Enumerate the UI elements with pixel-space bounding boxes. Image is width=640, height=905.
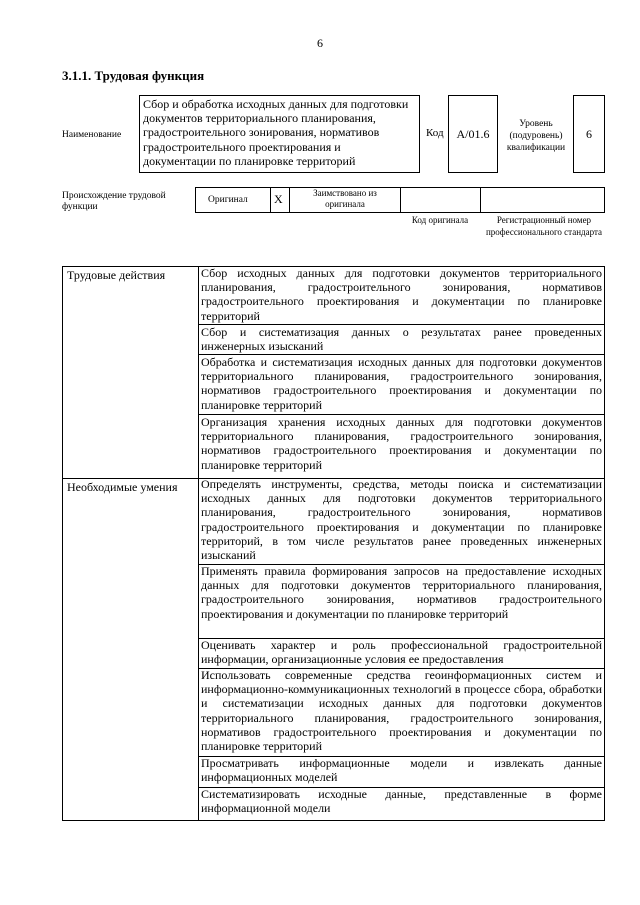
labor-action-item: Сбор и систематизация данных о результатах ранее проведенных инженерных изысканий xyxy=(201,325,602,354)
level-value: 6 xyxy=(586,126,592,141)
code-value-box xyxy=(448,95,498,173)
origin-divider-4 xyxy=(480,187,481,213)
skill-item: Просматривать информационные модели и извлекать данные информационных моделей xyxy=(201,756,602,785)
labor-action-item: Сбор исходных данных для подготовки документов территориального планирования, градостроительного зонирования, нормативов градостроительного проектирования и документации по планировке территорий xyxy=(201,266,602,323)
skill-item: Систематизировать исходные данные, представленные в форме информационной модели xyxy=(201,787,602,816)
original-label: Оригинал xyxy=(208,195,248,205)
origin-divider-3 xyxy=(400,187,401,213)
origin-divider-1 xyxy=(270,187,271,213)
section-title-required-skills: Необходимые умения xyxy=(67,480,178,494)
borrowed-label: Заимствовано из оригинала xyxy=(313,188,377,209)
origin-divider-2 xyxy=(289,187,290,213)
section-title-labor-actions: Трудовые действия xyxy=(67,268,166,282)
code-original-label: Код оригинала xyxy=(411,215,469,225)
level-value-box xyxy=(573,95,605,173)
labor-action-item: Организация хранения исходных данных для подготовки документов территориального планирования, градостроительного зонирования, нормативов градостроительного проектирования и документации по планировке территорий xyxy=(201,415,602,472)
skill-item: Использовать современные средства геоинформационных систем и информационно-коммуникационных технологий в процессе сбора, обработки и систематизации исходных данных для подготовки документов территориального планирования, градостроительного зонирования, нормативов градостроительного проектирования и документации по планировке территорий xyxy=(201,668,602,754)
reg-number-label: Регистрационный номер профессионального стандарта xyxy=(485,215,603,237)
name-value: Сбор и обработка исходных данных для подготовки документов территориального планирования, градостроительного зонирования, нормативов градостроительного проектирования и документации по планировке территорий xyxy=(139,95,420,173)
original-mark: X xyxy=(274,192,283,206)
level-label: Уровень (подуровень) квалификации xyxy=(506,119,566,153)
section-title: 3.1.1. Трудовая функция xyxy=(62,68,205,83)
labor-action-item: Обработка и систематизация исходных данных для подготовки документов территориального планирования, градостроительного зонирования, нормативов градостроительного проектирования и документации по планировке территорий xyxy=(201,355,602,412)
name-label: Наименование xyxy=(62,130,122,140)
page-number: 6 xyxy=(317,36,323,50)
skill-item: Применять правила формирования запросов на предоставление исходных данных для подготовки документов территориального планирования, градостроительного зонирования, нормативов градостроительного проектирования и документации по планировке территорий xyxy=(201,564,602,621)
skill-item: Определять инструменты, средства, методы поиска и систематизации исходных данных для подготовки документов территориального планирования, градостроительного зонирования, нормативов градостроительного проектирования и документации по планировке территорий, в том числе результатов ранее проведенных инженерных изысканий xyxy=(201,477,602,563)
origin-label: Происхождение трудовой функции xyxy=(62,191,166,212)
skill-item: Оценивать характер и роль профессиональной градостроительной информации, организационные условия ее предоставления xyxy=(201,638,602,667)
code-label: Код xyxy=(426,127,444,139)
code-value: A/01.6 xyxy=(456,126,490,141)
